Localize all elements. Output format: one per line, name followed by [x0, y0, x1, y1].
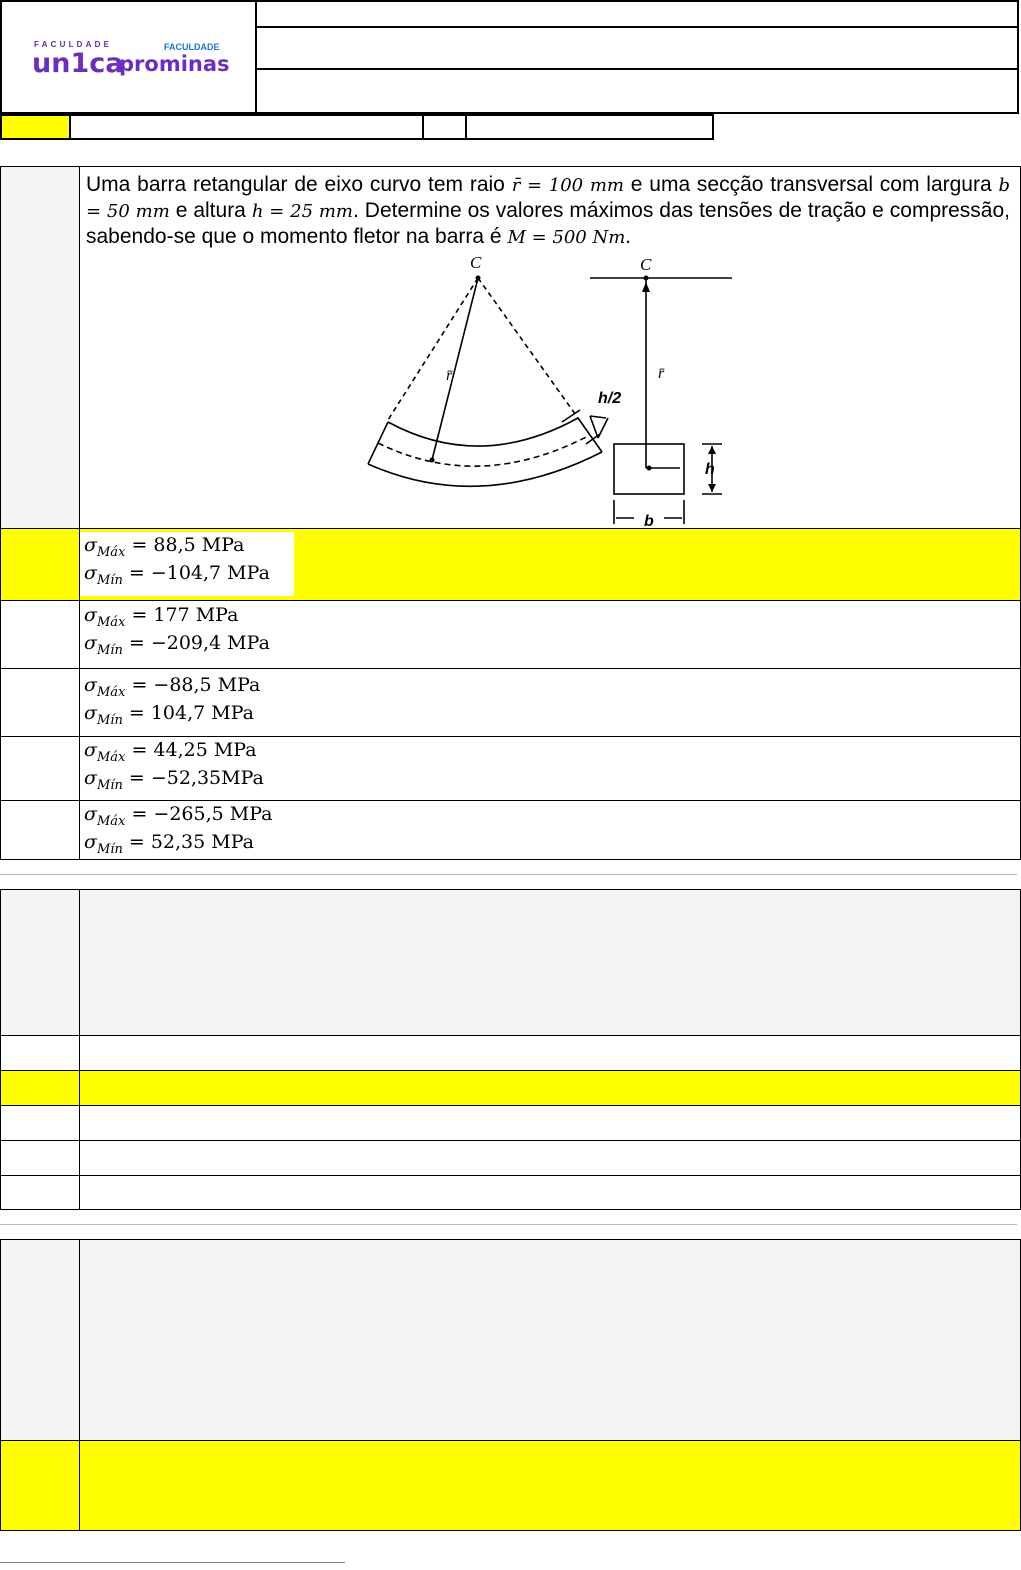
q1-option-c-letter-cell: [0, 668, 80, 737]
q1-option-b-max: $\sigma_{Máx} = 177$ MPa: [84, 604, 239, 630]
q1-option-d-letter-cell: [0, 736, 80, 801]
q2-option-a-letter-cell: [0, 1035, 80, 1071]
q1-option-a-letter-cell: [0, 528, 80, 601]
header-field-3: [255, 68, 1019, 114]
separator-1: [0, 874, 1017, 875]
header-field-2: [255, 26, 1019, 70]
q1-option-c-min: $\sigma_{Mín} = 104,7$ MPa: [84, 702, 254, 728]
q1-text-5: .: [625, 225, 632, 248]
q3-option-a-letter-cell: [0, 1440, 80, 1531]
q2-option-c[interactable]: [79, 1105, 1021, 1141]
label-b: b: [644, 513, 654, 528]
q2-option-b[interactable]: [79, 1070, 1021, 1106]
q1-math-b: b = 50 mm: [86, 175, 1010, 222]
label-h: h: [705, 461, 715, 478]
separator-2: [0, 1224, 1017, 1225]
header-info-field-3: [465, 114, 714, 140]
q1-option-b-letter-cell: [0, 600, 80, 669]
label-r-right: r̄: [658, 365, 665, 382]
center-point-right: [644, 276, 649, 281]
header-field-1: [255, 0, 1019, 28]
label-r-left: r̄: [446, 367, 453, 384]
q1-text-3: e altura: [169, 199, 252, 222]
separator-3: [0, 1562, 345, 1563]
q1-text-1: Uma barra retangular de eixo curvo tem raio: [86, 173, 512, 196]
q2-statement-cell: [79, 889, 1021, 1036]
q1-number-cell: [0, 166, 80, 529]
q1-option-c-max: $\sigma_{Máx} = -88,5$ MPa: [84, 674, 261, 700]
q2-option-e[interactable]: [79, 1175, 1021, 1210]
center-point-left: [476, 276, 481, 281]
header-info-row: [0, 114, 714, 140]
label-half-h: h/2: [598, 390, 622, 407]
q3-option-a[interactable]: [79, 1440, 1021, 1531]
q1-option-e-min: $\sigma_{Mín} = 52,35$ MPa: [84, 831, 254, 857]
q2-number-cell: [0, 889, 80, 1036]
q1-option-d-min: $\sigma_{Mín} = -52,35MPa$: [84, 767, 264, 793]
label-c-right: C: [640, 255, 652, 274]
q1-math-r: r̄ = 100 mm: [511, 175, 624, 196]
q1-option-e-max: $\sigma_{Máx} = -265,5$ MPa: [84, 803, 273, 829]
logo-box: [0, 0, 257, 114]
q2-option-b-letter-cell: [0, 1070, 80, 1106]
curved-bar-figure: [350, 250, 750, 528]
q1-math-m: M = 500 Nm: [507, 227, 626, 248]
centroid-right: [647, 466, 652, 471]
q1-text-4: . Determine os valores máximos das tensões de tração e compressão, sabendo-se que o momento fletor na barra é: [86, 199, 1011, 248]
q1-option-a-max: $\sigma_{Máx} = 88,5$ MPa: [84, 534, 245, 560]
header-info-badge: [0, 114, 71, 140]
header-info-field-2: [422, 114, 467, 140]
logo-unica-small: FACULDADE: [34, 40, 113, 49]
q1-math-h: h = 25 mm: [251, 201, 354, 222]
q3-statement-cell: [79, 1239, 1021, 1441]
q1-option-b-min: $\sigma_{Mín} = -209,4$ MPa: [84, 632, 270, 658]
q2-option-d[interactable]: [79, 1140, 1021, 1176]
q1-statement: [86, 172, 1010, 250]
q2-option-c-letter-cell: [0, 1105, 80, 1141]
q2-option-a[interactable]: [79, 1035, 1021, 1071]
logo-prominas: prominas: [119, 52, 230, 76]
q2-option-d-letter-cell: [0, 1140, 80, 1176]
q1-option-a-min: $\sigma_{Mín} = -104,7$ MPa: [84, 562, 270, 588]
q1-option-d-max: $\sigma_{Máx} = 44,25$ MPa: [84, 739, 257, 765]
logo-unica: un1ca: [32, 48, 124, 79]
header-info-field-1: [69, 114, 424, 140]
q2-option-e-letter-cell: [0, 1175, 80, 1210]
q1-option-e-letter-cell: [0, 800, 80, 860]
label-c-left: C: [470, 253, 482, 272]
q1-text-2: e uma secção transversal com largura: [623, 173, 999, 196]
centroid-left: [430, 458, 435, 463]
logo-prominas-small: FACULDADE: [164, 42, 220, 52]
q3-number-cell: [0, 1239, 80, 1441]
